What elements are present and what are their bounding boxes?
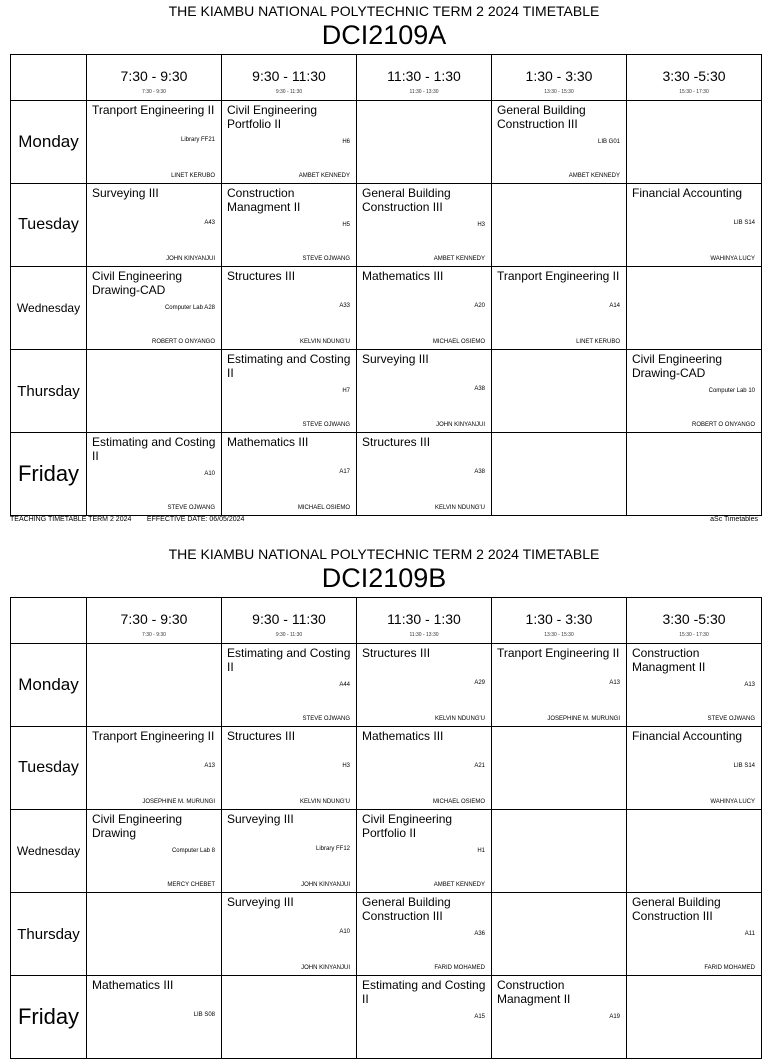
time-range: 9:30 - 11:30 <box>252 68 326 84</box>
day-label: Wednesday <box>11 810 87 893</box>
subject-name <box>627 976 761 978</box>
teacher-name: STEVE OJWANG <box>707 716 755 722</box>
subject-name: Estimating and Costing II <box>362 978 486 1006</box>
lesson-cell <box>627 350 762 433</box>
lesson-cell <box>627 184 762 267</box>
subject-name: Surveying III <box>227 895 294 909</box>
day-label: Tuesday <box>11 727 87 810</box>
day-row <box>11 810 762 893</box>
room-label: H3 <box>477 222 485 228</box>
subject-name: Financial Accounting <box>632 729 743 743</box>
subject-name: General Building Construction III <box>497 103 586 131</box>
teacher-name: JOSEPHINE M. MURUNGI <box>547 716 620 722</box>
lesson-cell <box>222 810 357 893</box>
subject-name: General Building Construction III <box>632 895 721 923</box>
teacher-name: WAHINYA LUCY <box>710 256 755 262</box>
day-row <box>11 727 762 810</box>
time-slot-header <box>627 55 762 101</box>
teacher-name: STEVE OJWANG <box>167 505 215 511</box>
teacher-name: FARID MOHAMED <box>704 965 755 971</box>
subject-name: Tranport Engineering II <box>92 103 215 117</box>
lesson-cell <box>627 893 762 976</box>
subject-name: Estimating and Costing II <box>227 352 351 380</box>
room-label: A13 <box>744 682 755 688</box>
teacher-name: KELVIN NDUNG'U <box>299 799 350 805</box>
time-range-24h: 7:30 - 9:30 <box>142 632 166 638</box>
time-header-row <box>11 598 762 644</box>
lesson-cell <box>357 350 492 433</box>
class-code: DCI2109A <box>321 20 447 50</box>
room-label: A36 <box>474 931 485 937</box>
room-label: A15 <box>474 1014 485 1020</box>
empty-cell <box>492 184 627 267</box>
teacher-name: JOSEPHINE M. MURUNGI <box>142 799 215 805</box>
subject-name <box>357 101 491 103</box>
teacher-name: FARID MOHAMED <box>434 965 485 971</box>
subject-name: Estimating and Costing II <box>227 646 351 674</box>
lesson-cell <box>357 644 492 727</box>
teacher-name: MICHAEL OSIEMO <box>432 339 485 345</box>
subject-name <box>492 433 626 435</box>
lesson-cell <box>222 433 357 516</box>
teacher-name: JOHN KINYANJUI <box>301 882 350 888</box>
subject-name <box>627 101 761 103</box>
subject-name: Civil Engineering Drawing-CAD <box>632 352 723 380</box>
empty-cell <box>627 101 762 184</box>
timetable-b <box>0 543 768 594</box>
teacher-name: MERCY CHEBET <box>167 882 215 888</box>
day-label: Monday <box>11 101 87 184</box>
room-label: A11 <box>744 931 755 937</box>
room-label: H7 <box>342 388 350 394</box>
day-row <box>11 976 762 1059</box>
empty-cell <box>627 810 762 893</box>
subject-name: Structures III <box>227 269 296 283</box>
teacher-name: JOHN KINYANJUI <box>166 256 215 262</box>
empty-cell <box>492 727 627 810</box>
subject-name: Estimating and Costing II <box>92 435 216 463</box>
lesson-cell <box>357 433 492 516</box>
empty-cell <box>492 350 627 433</box>
day-row <box>11 893 762 976</box>
time-range-24h: 9:30 - 11:30 <box>275 89 303 95</box>
teacher-name: STEVE OJWANG <box>302 716 350 722</box>
time-slot-header <box>222 55 357 101</box>
day-row <box>11 184 762 267</box>
room-label: Library FF12 <box>315 846 350 852</box>
lesson-cell <box>357 976 492 1059</box>
lesson-cell <box>492 644 627 727</box>
footer-note: TEACHING TIMETABLE TERM 2 2024 EFFECTIVE DATE: 06/05/2024 <box>10 516 245 523</box>
time-slot-header <box>87 598 222 644</box>
room-label: A33 <box>339 303 350 309</box>
day-label: Thursday <box>11 350 87 433</box>
day-row <box>11 644 762 727</box>
subject-name <box>87 350 221 352</box>
teacher-name: ROBERT O ONYANGO <box>691 422 755 428</box>
time-slot-header <box>357 598 492 644</box>
room-label: A29 <box>474 680 485 686</box>
teacher-name: MICHAEL OSIEMO <box>297 505 350 511</box>
time-range-24h: 15:30 - 17:30 <box>679 632 709 638</box>
teacher-name: JOHN KINYANJUI <box>436 422 485 428</box>
lesson-cell <box>222 893 357 976</box>
lesson-cell <box>222 184 357 267</box>
time-range-24h: 9:30 - 11:30 <box>275 632 303 638</box>
room-label: A38 <box>474 386 485 392</box>
subject-name <box>87 644 221 646</box>
subject-name <box>87 893 221 895</box>
teacher-name: ROBERT O ONYANGO <box>151 339 215 345</box>
teacher-name: AMBET KENNEDY <box>433 256 485 262</box>
empty-cell <box>492 433 627 516</box>
timetable-grid-b <box>10 597 762 1059</box>
teacher-name: LINET KERUBO <box>576 339 620 345</box>
lesson-cell <box>87 184 222 267</box>
empty-cell <box>627 433 762 516</box>
lesson-cell <box>222 350 357 433</box>
time-range: 1:30 - 3:30 <box>525 68 593 84</box>
empty-cell <box>357 101 492 184</box>
subject-name: Mathematics III <box>92 978 174 992</box>
room-label: Computer Lab 8 <box>171 848 215 854</box>
empty-cell <box>222 976 357 1059</box>
subject-name <box>627 810 761 812</box>
subject-name: Structures III <box>227 729 296 743</box>
teacher-name: LINET KERUBO <box>171 173 215 179</box>
corner-cell <box>11 598 87 644</box>
time-slot-header <box>492 55 627 101</box>
room-label: Library FF21 <box>180 137 215 143</box>
room-label: A44 <box>339 682 350 688</box>
subject-name: Tranport Engineering II <box>497 646 620 660</box>
time-range: 7:30 - 9:30 <box>120 611 188 627</box>
room-label: A21 <box>474 763 485 769</box>
room-label: Computer Lab A28 <box>164 305 215 311</box>
time-range: 11:30 - 1:30 <box>387 611 461 627</box>
time-range: 3:30 -5:30 <box>662 68 726 84</box>
day-label: Thursday <box>11 893 87 976</box>
day-label: Friday <box>11 433 87 516</box>
time-range: 9:30 - 11:30 <box>252 611 326 627</box>
corner-cell <box>11 55 87 101</box>
teacher-name: KELVIN NDUNG'U <box>434 716 485 722</box>
subject-name <box>627 267 761 269</box>
time-range-24h: 11:30 - 13:30 <box>409 89 439 95</box>
room-label: Computer Lab 10 <box>708 388 755 394</box>
lesson-cell <box>222 727 357 810</box>
empty-cell <box>492 810 627 893</box>
teacher-name: KELVIN NDUNG'U <box>299 339 350 345</box>
time-range: 11:30 - 1:30 <box>387 68 461 84</box>
time-range: 3:30 -5:30 <box>662 611 726 627</box>
lesson-cell <box>87 810 222 893</box>
teacher-name: KELVIN NDUNG'U <box>434 505 485 511</box>
subject-name: General Building Construction III <box>362 895 451 923</box>
subject-name: Financial Accounting <box>632 186 743 200</box>
room-label: A13 <box>609 680 620 686</box>
subject-name: Structures III <box>362 435 431 449</box>
room-label: A17 <box>339 469 350 475</box>
time-range-24h: 13:30 - 15:30 <box>544 89 574 95</box>
lesson-cell <box>492 101 627 184</box>
lesson-cell <box>87 101 222 184</box>
teacher-name: JOHN KINYANJUI <box>301 965 350 971</box>
teacher-name: AMBET KENNEDY <box>298 173 350 179</box>
lesson-cell <box>357 893 492 976</box>
empty-cell <box>627 976 762 1059</box>
lesson-cell <box>627 644 762 727</box>
time-slot-header <box>627 598 762 644</box>
room-label: H1 <box>477 848 485 854</box>
subject-name: Civil Engineering Portfolio II <box>227 103 318 131</box>
room-label: LIB G01 <box>597 139 620 145</box>
day-row <box>11 101 762 184</box>
room-label: LIB S14 <box>733 220 755 226</box>
room-label: A38 <box>474 469 485 475</box>
lesson-cell <box>357 727 492 810</box>
subject-name: Construction Managment II <box>632 646 706 674</box>
day-row <box>11 267 762 350</box>
lesson-cell <box>222 644 357 727</box>
room-label: A43 <box>204 220 215 226</box>
subject-name: Tranport Engineering II <box>92 729 215 743</box>
empty-cell <box>627 267 762 350</box>
subject-name: Mathematics III <box>362 269 444 283</box>
empty-cell <box>87 644 222 727</box>
time-range: 1:30 - 3:30 <box>525 611 593 627</box>
day-row <box>11 433 762 516</box>
time-range-24h: 15:30 - 17:30 <box>679 89 709 95</box>
lesson-cell <box>627 727 762 810</box>
teacher-name: WAHINYA LUCY <box>710 799 755 805</box>
subject-name: Structures III <box>362 646 431 660</box>
subject-name: General Building Construction III <box>362 186 451 214</box>
day-label: Monday <box>11 644 87 727</box>
day-row <box>11 350 762 433</box>
teacher-name: AMBET KENNEDY <box>568 173 620 179</box>
room-label: A10 <box>204 471 215 477</box>
room-label: A19 <box>609 1014 620 1020</box>
timetable-grid-a <box>10 54 762 516</box>
subject-name <box>492 184 626 186</box>
subject-name: Surveying III <box>227 812 294 826</box>
teacher-name: MICHAEL OSIEMO <box>432 799 485 805</box>
teacher-name: AMBET KENNEDY <box>433 882 485 888</box>
time-range: 7:30 - 9:30 <box>120 68 188 84</box>
lesson-cell <box>87 433 222 516</box>
time-range-24h: 7:30 - 9:30 <box>142 89 166 95</box>
timetable-header <box>0 543 768 594</box>
subject-name: Civil Engineering Drawing-CAD <box>92 269 183 297</box>
room-label: A13 <box>204 763 215 769</box>
lesson-cell <box>87 976 222 1059</box>
teacher-name: STEVE OJWANG <box>302 256 350 262</box>
time-range-24h: 13:30 - 15:30 <box>544 632 574 638</box>
day-label: Wednesday <box>11 267 87 350</box>
lesson-cell <box>492 976 627 1059</box>
subject-name: Mathematics III <box>227 435 309 449</box>
subject-name: Civil Engineering Drawing <box>92 812 183 840</box>
room-label: A10 <box>339 929 350 935</box>
subject-name: Mathematics III <box>362 729 444 743</box>
empty-cell <box>492 893 627 976</box>
lesson-cell <box>357 267 492 350</box>
subject-name: Surveying III <box>362 352 429 366</box>
subject-name: Construction Managment II <box>227 186 301 214</box>
subject-name: Tranport Engineering II <box>497 269 620 283</box>
day-label: Tuesday <box>11 184 87 267</box>
subject-name <box>627 433 761 435</box>
lesson-cell <box>87 727 222 810</box>
time-header-row <box>11 55 762 101</box>
teacher-name: STEVE OJWANG <box>302 422 350 428</box>
footer-generator: aSc Timetables <box>710 516 758 523</box>
time-range-24h: 11:30 - 13:30 <box>409 632 439 638</box>
room-label: H6 <box>342 139 350 145</box>
school-title: THE KIAMBU NATIONAL POLYTECHNIC TERM 2 2024 TIMETABLE <box>168 3 600 19</box>
timetable-a <box>0 0 768 51</box>
room-label: LIB S14 <box>733 763 755 769</box>
room-label: H5 <box>342 222 350 228</box>
empty-cell <box>87 350 222 433</box>
time-slot-header <box>492 598 627 644</box>
subject-name: Surveying III <box>92 186 159 200</box>
lesson-cell <box>492 267 627 350</box>
subject-name <box>222 976 356 978</box>
subject-name <box>492 350 626 352</box>
room-label: A20 <box>474 303 485 309</box>
lesson-cell <box>222 101 357 184</box>
empty-cell <box>87 893 222 976</box>
subject-name: Civil Engineering Portfolio II <box>362 812 453 840</box>
lesson-cell <box>222 267 357 350</box>
subject-name <box>492 727 626 729</box>
lesson-cell <box>357 184 492 267</box>
lesson-cell <box>87 267 222 350</box>
class-code: DCI2109B <box>321 563 447 593</box>
lesson-cell <box>357 810 492 893</box>
timetable-header <box>0 0 768 51</box>
school-title: THE KIAMBU NATIONAL POLYTECHNIC TERM 2 2024 TIMETABLE <box>168 546 600 562</box>
subject-name <box>492 810 626 812</box>
room-label: A14 <box>609 303 620 309</box>
subject-name <box>492 893 626 895</box>
room-label: LIB S08 <box>193 1012 215 1018</box>
subject-name: Construction Managment II <box>497 978 571 1006</box>
time-slot-header <box>357 55 492 101</box>
day-label: Friday <box>11 976 87 1059</box>
time-slot-header <box>87 55 222 101</box>
time-slot-header <box>222 598 357 644</box>
room-label: H3 <box>342 763 350 769</box>
